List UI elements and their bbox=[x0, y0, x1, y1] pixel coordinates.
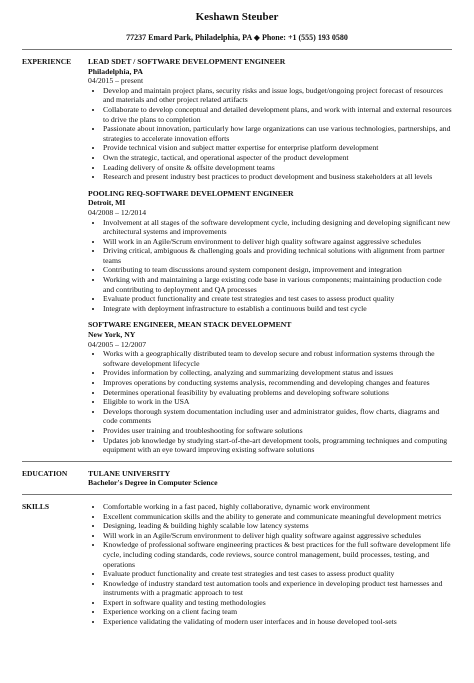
skills-content bbox=[88, 502, 452, 627]
skill-item: • Knowledge of industry standard test automation tools and experience in developing product test harnesses and instruments with a pragmatic approach to test bbox=[103, 579, 452, 598]
bullet: • Integrate with deployment infrastructure to establish a continuous build and test cycle bbox=[103, 304, 452, 314]
education-content bbox=[88, 469, 452, 488]
bullet: • Works with a geographically distributed team to develop secure and robust information systems through the software development lifecycle bbox=[103, 349, 452, 368]
bullet: • Provides information by collecting, analyzing and summarizing development status and issues bbox=[103, 368, 452, 378]
bullet: • Provide technical vision and subject matter expertise for enterprise platform development bbox=[103, 143, 452, 153]
bullet: • Determines operational feasibility by evaluating problems and developing software solutions bbox=[103, 388, 452, 398]
section-label-experience: EXPERIENCE bbox=[22, 57, 72, 66]
bullet: • Leading delivery of onsite & offsite development teams bbox=[103, 163, 452, 173]
skill-item: • Experience working on a client facing team bbox=[103, 607, 452, 617]
bullet: • Driving critical, ambiguous & challenging goals and providing technical solutions with alignment from partner teams bbox=[103, 246, 452, 265]
bullet: • Collaborate to develop conceptual and detailed development plans, and work with internal and external resources to drive the plans to completion bbox=[103, 105, 452, 124]
bullet: • Develops thorough system documentation including user and administrator guides, flow charts, diagrams and code comments bbox=[103, 407, 452, 426]
job-dates: 04/2008 – 12/2014 bbox=[88, 207, 147, 217]
bullet: • Updates job knowledge by studying start-of-the-art development tools, programming techniques and computing equipment with an eye toward improving existing software solutions bbox=[103, 436, 452, 455]
job-location: Philadelphia, PA bbox=[88, 66, 143, 76]
skill-item: • Expert in software quality and testing methodologies bbox=[103, 598, 452, 608]
section-label-education: EDUCATION bbox=[22, 468, 68, 478]
education-section bbox=[22, 469, 452, 495]
skills-list bbox=[88, 502, 452, 627]
candidate-name: Keshawn Steuber bbox=[195, 11, 279, 23]
job-location: Detroit, MI bbox=[88, 198, 126, 208]
bullet: • Own the strategic, tactical, and operational aspecter of the product development bbox=[103, 153, 452, 163]
job-title: LEAD SDET / SOFTWARE DEVELOPMENT ENGINEER bbox=[88, 57, 286, 66]
job-2 bbox=[88, 189, 452, 314]
skill-item: • Will work in an Agile/Scrum environment to deliver high quality software against aggressive schedules bbox=[103, 531, 452, 541]
bullet: • Provides user training and troubleshooting for software solutions bbox=[103, 426, 452, 436]
job-3 bbox=[88, 320, 452, 454]
experience-content bbox=[88, 57, 452, 455]
job-title: SOFTWARE ENGINEER, MEAN STACK DEVELOPMENT bbox=[88, 320, 292, 330]
skills-section bbox=[22, 502, 452, 633]
job-location: New York, NY bbox=[88, 330, 136, 340]
contact-line: 77237 Emard Park, Philadelphia, PA ◆ Phone: +1 (555) 193 0580 bbox=[22, 33, 452, 50]
skill-item: • Knowledge of professional software engineering practices & best practices for the full software development life cycle, including coding standards, code reviews, source control management, build processes, testing, and operations bbox=[103, 540, 452, 569]
bullet: • Evaluate product functionality and create test strategies and test cases to assess product quality bbox=[103, 294, 452, 304]
bullet: • Working with and maintaining a large existing code base in various components; maintaining production code and contributing to deployment and QA processes bbox=[103, 275, 452, 294]
job-1 bbox=[88, 57, 452, 182]
bullet: • Passionate about innovation, particularly how large organizations can use various technologies, partnerships, and strategies to accelerate innovation efforts bbox=[103, 124, 452, 143]
job-bullets bbox=[88, 86, 452, 182]
degree: Bachelor's Degree in Computer Science bbox=[88, 478, 218, 488]
job-dates: 04/2005 – 12/2007 bbox=[88, 339, 147, 349]
skill-item: • Excellent communication skills and the ability to generate and communicate meaningful development metrics bbox=[103, 512, 452, 522]
bullet: • Contributing to team discussions around system component design, improvement and integration bbox=[103, 265, 452, 275]
job-bullets bbox=[88, 218, 452, 314]
skill-item: • Comfortable working in a fast paced, highly collaborative, dynamic work environment bbox=[103, 502, 452, 512]
job-title: POOLING REQ-SOFTWARE DEVELOPMENT ENGINEER bbox=[88, 188, 294, 198]
school-name: TULANE UNIVERSITY bbox=[88, 468, 171, 478]
experience-section bbox=[22, 57, 452, 462]
bullet: • Involvement at all stages of the software development cycle, including designing and developing significant new architectural systems and improvements bbox=[103, 218, 452, 237]
skill-item: • Experience validating the validating of modern user interfaces and in house developed tool-sets bbox=[103, 617, 452, 627]
job-bullets bbox=[88, 349, 452, 455]
bullet: • Research and present industry best practices to product development and business stakeholders at all levels bbox=[103, 172, 452, 182]
bullet: • Eligible to work in the USA bbox=[103, 397, 452, 407]
skill-item: • Designing, leading & building highly scalable low latency systems bbox=[103, 521, 452, 531]
bullet: • Will work in an Agile/Scrum environment to deliver high quality software against aggressive schedules bbox=[103, 237, 452, 247]
section-label-skills: SKILLS bbox=[22, 501, 50, 511]
skill-item: • Evaluate product functionality and create test strategies and test cases to assess product quality bbox=[103, 569, 452, 579]
bullet: • Improves operations by conducting systems analysis, recommending and developing changes and features bbox=[103, 378, 452, 388]
bullet: • Develop and maintain project plans, security risks and issue logs, budget/ongoing project forecast of resources and materials and other project related artifacts bbox=[103, 86, 452, 105]
job-dates: 04/2015 – present bbox=[88, 76, 144, 86]
